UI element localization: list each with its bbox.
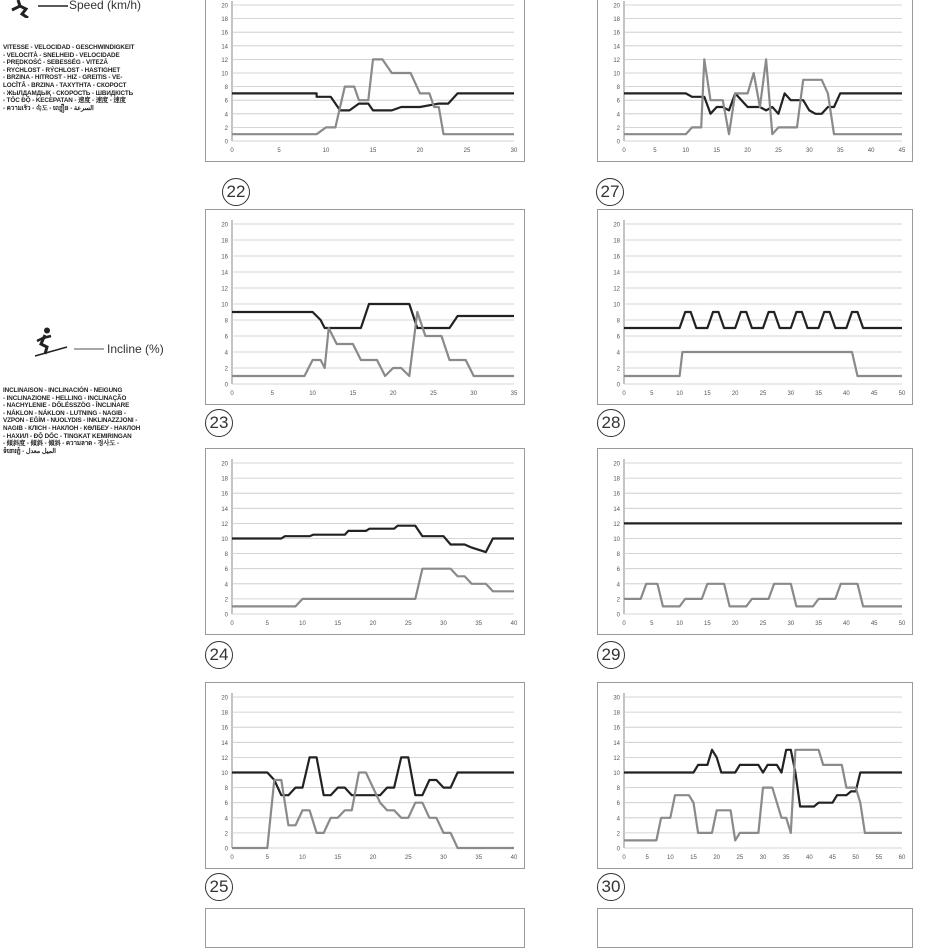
x-tick-label: 45 <box>870 621 878 627</box>
x-tick-label: 20 <box>389 391 397 397</box>
y-tick-label: 10 <box>613 71 620 78</box>
chart-bottom-left-partial <box>205 908 525 948</box>
y-tick-label: 4 <box>224 350 228 357</box>
y-tick-label: 6 <box>616 567 620 574</box>
y-tick-label: 10 <box>221 302 228 309</box>
x-tick-label: 35 <box>815 621 822 627</box>
x-tick-label: 45 <box>898 148 906 154</box>
program-number-badge: 22 <box>222 178 250 206</box>
x-tick-label: 5 <box>650 391 654 397</box>
y-tick-label: 20 <box>221 222 228 229</box>
y-tick-label: 18 <box>221 476 228 483</box>
x-tick-label: 45 <box>829 855 836 861</box>
x-tick-label: 20 <box>369 855 377 861</box>
x-tick-label: 50 <box>852 855 860 861</box>
y-tick-label: 4 <box>616 112 620 119</box>
y-tick-label: 20 <box>221 695 228 702</box>
y-tick-label: 14 <box>221 44 228 51</box>
program-number-badge: 25 <box>205 873 233 901</box>
y-tick-label: 16 <box>221 30 228 37</box>
y-tick-label: 2 <box>616 125 620 132</box>
incline-series-line <box>232 312 514 376</box>
y-tick-label: 6 <box>616 98 620 105</box>
x-tick-label: 15 <box>369 148 377 154</box>
program-number-badge: 27 <box>596 178 624 206</box>
y-tick-label: 8 <box>224 552 228 559</box>
y-tick-label: 10 <box>613 537 620 543</box>
incline-translations: INCLINAISON - INCLINACIÓN - NEIGUNG - INCLINAZIONE - HELLING - INCLINAÇÃO - NACHYLENIE - DŐLÉSSZÖG - ÎNCLINARE - NÁKLON - NÁKLON - LUTNING - NAGIB - VZPON - EĞİM - NUOLYDIS - INKLINAZZJONI - NAGIB - КЛІСН - НАКЛОН - КӨЛБЕУ - НАКЛОН - НАХИЛ - ĐỘ DỐC - TINGKAT KEMIRINGAN - 傾斜度 - 傾斜 - 傾斜 - ความลาด - 경사도 - ទំនោរភ្នំ - الميل معدل <box>3 387 141 455</box>
y-tick-label: 18 <box>613 710 620 717</box>
x-tick-label: 5 <box>265 621 269 627</box>
x-tick-label: 15 <box>704 391 711 397</box>
x-tick-label: 15 <box>713 148 721 154</box>
y-tick-label: 16 <box>221 254 228 261</box>
x-tick-label: 10 <box>299 855 306 861</box>
y-tick-label: 12 <box>613 755 620 762</box>
y-tick-label: 6 <box>224 98 228 105</box>
y-tick-label: 2 <box>616 366 620 373</box>
x-tick-label: 5 <box>270 391 274 397</box>
chart-top-left <box>205 0 525 162</box>
y-tick-label: 2 <box>224 831 228 838</box>
x-tick-label: 10 <box>309 391 316 397</box>
y-tick-label: 2 <box>224 125 228 132</box>
x-tick-label: 55 <box>875 855 883 861</box>
x-tick-label: 30 <box>510 148 518 154</box>
x-tick-label: 35 <box>475 855 483 861</box>
y-tick-label: 18 <box>613 238 620 245</box>
y-tick-label: 12 <box>221 755 228 762</box>
x-tick-label: 20 <box>416 148 424 154</box>
x-tick-label: 15 <box>690 855 697 861</box>
y-tick-label: 8 <box>616 318 620 325</box>
y-tick-label: 12 <box>221 521 228 528</box>
y-tick-label: 2 <box>616 597 620 604</box>
y-tick-label: 18 <box>221 238 228 245</box>
x-tick-label: 5 <box>645 855 649 861</box>
y-tick-label: 4 <box>224 816 228 823</box>
speed-series-line <box>232 304 514 328</box>
x-tick-label: 0 <box>622 148 626 154</box>
y-tick-label: 8 <box>616 85 620 92</box>
x-tick-label: 0 <box>230 621 234 627</box>
y-tick-label: 12 <box>613 286 620 293</box>
program-number-badge: 28 <box>597 409 625 437</box>
x-tick-label: 20 <box>731 621 739 627</box>
chart-fourth-left <box>205 682 525 869</box>
y-tick-label: 8 <box>616 552 620 559</box>
y-tick-label: 0 <box>224 382 228 389</box>
y-tick-label: 20 <box>613 222 620 229</box>
y-tick-label: 4 <box>224 582 228 589</box>
x-tick-label: 40 <box>805 855 813 861</box>
incline-series-line <box>624 352 902 376</box>
y-tick-label: 14 <box>221 506 228 513</box>
chart-third-left <box>205 448 525 635</box>
speed-series-line <box>232 93 514 110</box>
y-tick-label: 12 <box>221 57 228 64</box>
x-tick-label: 25 <box>404 855 412 861</box>
y-tick-label: 16 <box>221 725 228 732</box>
x-tick-label: 35 <box>782 855 790 861</box>
x-tick-label: 15 <box>334 621 342 627</box>
y-tick-label: 4 <box>616 816 620 823</box>
y-tick-label: 2 <box>224 597 228 604</box>
x-tick-label: 10 <box>666 855 674 861</box>
x-tick-label: 10 <box>676 391 683 397</box>
x-tick-label: 10 <box>299 621 306 627</box>
y-tick-label: 2 <box>224 366 228 373</box>
y-tick-label: 14 <box>613 740 620 747</box>
x-tick-label: 20 <box>731 391 739 397</box>
x-tick-label: 25 <box>430 391 437 397</box>
program-number-badge: 29 <box>597 641 625 669</box>
x-tick-label: 30 <box>805 148 813 154</box>
x-tick-label: 25 <box>759 391 767 397</box>
y-tick-label: 8 <box>224 85 228 92</box>
x-tick-label: 45 <box>870 391 878 397</box>
y-tick-label: 4 <box>224 112 228 119</box>
incline-series-line <box>624 584 902 607</box>
y-tick-label: 2 <box>616 831 620 838</box>
x-tick-label: 0 <box>230 148 234 154</box>
program-number-badge: 30 <box>597 873 625 901</box>
y-tick-label: 30 <box>613 695 620 702</box>
y-tick-label: 0 <box>224 846 228 853</box>
x-tick-label: 50 <box>898 621 906 627</box>
y-tick-label: 10 <box>221 771 228 777</box>
x-tick-label: 30 <box>440 621 447 627</box>
y-tick-label: 0 <box>616 139 620 146</box>
incline-series-line <box>624 59 902 134</box>
x-tick-label: 50 <box>898 391 906 397</box>
x-tick-label: 40 <box>867 148 875 154</box>
y-tick-label: 18 <box>613 476 620 483</box>
x-tick-label: 40 <box>510 621 518 627</box>
y-tick-label: 12 <box>613 57 620 64</box>
incline-legend-swatch <box>74 344 104 354</box>
chart-fourth-right <box>597 682 913 869</box>
x-tick-label: 40 <box>843 391 850 397</box>
x-tick-label: 30 <box>787 621 795 627</box>
y-tick-label: 0 <box>616 846 620 853</box>
program-number-badge: 23 <box>205 409 233 437</box>
x-tick-label: 30 <box>787 391 795 397</box>
y-tick-label: 10 <box>613 302 620 309</box>
y-tick-label: 8 <box>224 786 228 793</box>
y-tick-label: 10 <box>221 537 228 543</box>
x-tick-label: 25 <box>736 855 744 861</box>
y-tick-label: 4 <box>616 582 620 589</box>
speed-legend-label: Speed (km/h) <box>69 0 142 12</box>
x-tick-label: 15 <box>349 391 357 397</box>
y-tick-label: 14 <box>613 44 620 51</box>
x-tick-label: 5 <box>653 148 657 154</box>
x-tick-label: 25 <box>463 148 471 154</box>
x-tick-label: 40 <box>510 855 518 861</box>
runner-icon <box>8 0 38 18</box>
speed-series-line <box>624 93 902 113</box>
speed-legend-swatch <box>38 0 68 10</box>
incline-series-line <box>624 750 902 841</box>
x-tick-label: 0 <box>622 855 626 861</box>
y-tick-label: 6 <box>224 334 228 341</box>
x-tick-label: 10 <box>676 621 683 627</box>
y-tick-label: 6 <box>616 334 620 341</box>
y-tick-label: 8 <box>616 786 620 793</box>
x-tick-label: 5 <box>277 148 281 154</box>
y-tick-label: 16 <box>613 725 620 732</box>
y-tick-label: 18 <box>613 17 620 24</box>
incline-series-line <box>232 59 514 134</box>
y-tick-label: 10 <box>613 771 620 777</box>
y-tick-label: 16 <box>613 491 620 498</box>
y-tick-label: 18 <box>221 17 228 24</box>
x-tick-label: 25 <box>775 148 782 154</box>
x-tick-label: 20 <box>369 621 377 627</box>
program-number-badge: 24 <box>205 641 233 669</box>
x-tick-label: 0 <box>230 855 234 861</box>
y-tick-label: 20 <box>221 3 228 10</box>
x-tick-label: 0 <box>622 621 626 627</box>
x-tick-label: 35 <box>815 391 822 397</box>
speed-translations: VITESSE - VELOCIDAD - GESCHWINDIGKEIT - VELOCITÀ - SNELHEID - VELOCIDADE - PRĘDKOŚĆ - SEBESSÉG - VITEZĂ - RYCHLOST - RÝCHLOST - HASTIGHET - BRZINA - HITROST - HIZ - GREITIS - VE- LOCĪTĀ - BRZINA - ΤΑΧΥΤΗΤΑ - СКОРОСТ - ЖЫЛДАМДЫҚ - СКОРОСТЬ - ШВИДКІСТЬ - TỐC ĐỘ - KECEPATAN - 速度 - 速度 - 速度 - ความเร็ว - 속도 - ល្បឿន - السرعة <box>3 44 135 112</box>
y-tick-label: 18 <box>221 710 228 717</box>
y-tick-label: 16 <box>221 491 228 498</box>
y-tick-label: 8 <box>224 318 228 325</box>
x-tick-label: 30 <box>440 855 447 861</box>
x-tick-label: 5 <box>265 855 269 861</box>
y-tick-label: 0 <box>616 612 620 619</box>
y-tick-label: 14 <box>221 740 228 747</box>
x-tick-label: 10 <box>682 148 690 154</box>
y-tick-label: 14 <box>613 506 620 513</box>
speed-series-line <box>232 526 514 552</box>
y-tick-label: 14 <box>221 270 228 277</box>
chart-second-right <box>597 209 913 405</box>
y-tick-label: 10 <box>221 71 228 78</box>
y-tick-label: 16 <box>613 254 620 261</box>
incline-legend-label: Incline (%) <box>107 342 164 356</box>
y-tick-label: 16 <box>613 30 620 37</box>
x-tick-label: 35 <box>510 391 518 397</box>
x-tick-label: 35 <box>836 148 844 154</box>
x-tick-label: 15 <box>334 855 342 861</box>
x-tick-label: 25 <box>404 621 412 627</box>
y-tick-label: 0 <box>224 612 228 619</box>
y-tick-label: 6 <box>224 801 228 808</box>
x-tick-label: 60 <box>898 855 906 861</box>
y-tick-label: 12 <box>221 286 228 293</box>
y-tick-label: 6 <box>616 801 620 808</box>
chart-second-left <box>205 209 525 405</box>
x-tick-label: 20 <box>713 855 721 861</box>
chart-third-right <box>597 448 913 635</box>
y-tick-label: 0 <box>616 382 620 389</box>
x-tick-label: 20 <box>744 148 751 154</box>
y-tick-label: 12 <box>613 521 620 528</box>
incline-series-line <box>232 773 514 849</box>
x-tick-label: 10 <box>322 148 330 154</box>
y-tick-label: 4 <box>616 350 620 357</box>
x-tick-label: 30 <box>470 391 478 397</box>
chart-top-right <box>597 0 913 162</box>
y-tick-label: 20 <box>613 461 620 468</box>
x-tick-label: 40 <box>843 621 850 627</box>
y-tick-label: 20 <box>613 3 620 10</box>
y-tick-label: 6 <box>224 567 228 574</box>
x-tick-label: 0 <box>230 391 234 397</box>
y-tick-label: 20 <box>221 461 228 468</box>
x-tick-label: 25 <box>759 621 767 627</box>
x-tick-label: 35 <box>475 621 483 627</box>
x-tick-label: 5 <box>650 621 654 627</box>
chart-bottom-right-partial <box>597 908 913 948</box>
incline-runner-icon <box>33 327 69 357</box>
y-tick-label: 0 <box>224 139 228 146</box>
y-tick-label: 14 <box>613 270 620 277</box>
x-tick-label: 0 <box>622 391 626 397</box>
x-tick-label: 15 <box>704 621 711 627</box>
x-tick-label: 30 <box>759 855 767 861</box>
incline-series-line <box>232 569 514 607</box>
